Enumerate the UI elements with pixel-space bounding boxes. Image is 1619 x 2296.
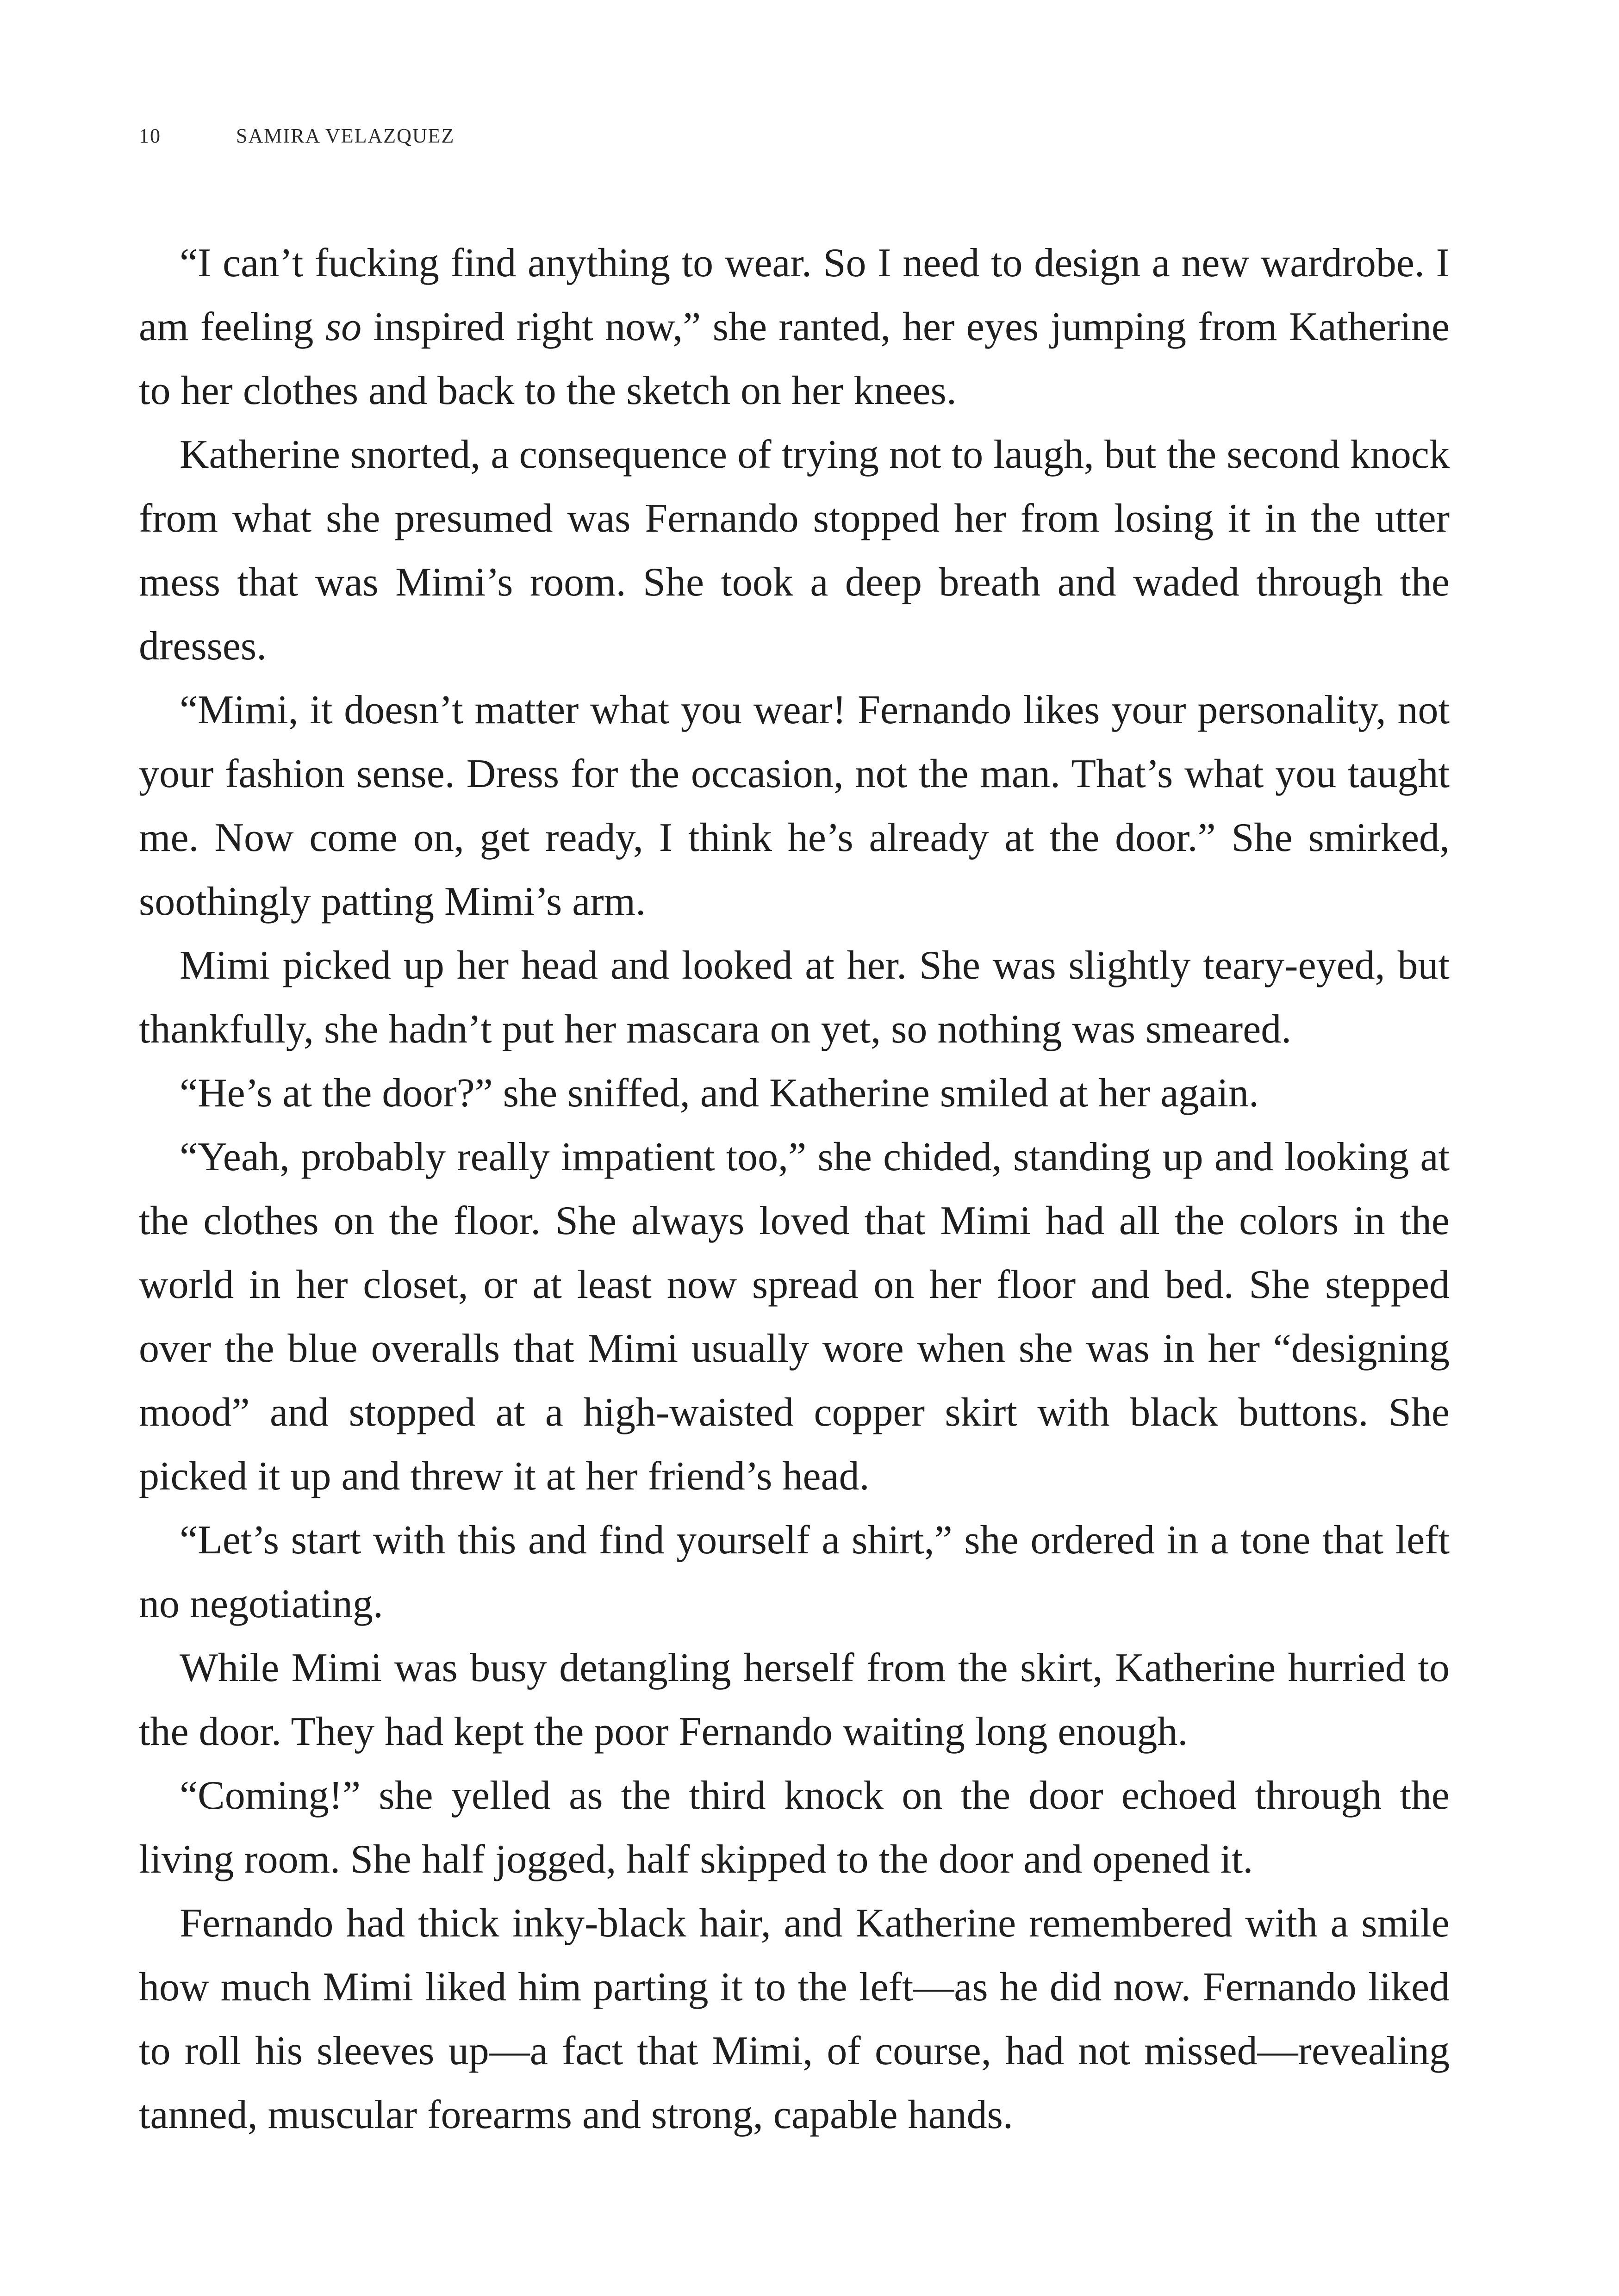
emphasized-word: so xyxy=(325,304,362,349)
paragraph: “Mimi, it doesn’t matter what you wear! Fernando likes your personality, not your fashion sense. Dress for the occasion, not the man. That’s what you taught me. Now come on, get ready, I think he’s already at the door.” She smirked, soothingly patting Mimi’s arm. xyxy=(139,688,1450,924)
paragraph: Mimi picked up her head and looked at her. She was slightly teary-eyed, but thankfully, she hadn’t put her mascara on yet, so nothing was smeared. xyxy=(139,943,1450,1052)
paragraph: While Mimi was busy detangling herself from the skirt, Katherine hurried to the door. They had kept the poor Fernando waiting long enough. xyxy=(139,1645,1450,1754)
page-number: 10 xyxy=(139,124,161,147)
paragraph xyxy=(139,231,1450,423)
paragraph: “Yeah, probably really impatient too,” she chided, standing up and looking at the clothes on the floor. She always loved that Mimi had all the colors in the world in her closet, or at least now spread on her floor and bed. She stepped over the blue overalls that Mimi usually wore when she was in her “designing mood” and stopped at a high-waisted copper skirt with black buttons. She picked it up and threw it at her friend’s head. xyxy=(139,1135,1450,1499)
paragraph: “He’s at the door?” she sniffed, and Katherine smiled at her again. xyxy=(180,1071,1259,1116)
author-name: SAMIRA VELAZQUEZ xyxy=(236,124,455,147)
paragraph-text: inspired right now,” she ranted, her eyes jumping from Katherine to her clothes and back to the sketch on her knees. xyxy=(139,304,1450,413)
paragraph-text: “I can’t fucking find anything to wear. So I need to design a new wardrobe. I am feeling xyxy=(139,241,1450,349)
paragraph: “Let’s start with this and find yourself a shirt,” she ordered in a tone that left no negotiating. xyxy=(139,1518,1450,1626)
paragraph: Fernando had thick inky-black hair, and Katherine remembered with a smile how much Mimi liked him parting it to the left—as he did now. Fernando liked to roll his sleeves up—a fact that Mimi, of course, had not missed—revealing tanned, muscular forearms and strong, capable hands. xyxy=(139,1901,1450,2137)
running-head xyxy=(139,124,455,148)
paragraph: “Coming!” she yelled as the third knock on the door echoed through the living room. She half jogged, half skipped to the door and opened it. xyxy=(139,1773,1450,1882)
body-text xyxy=(139,231,1450,2147)
paragraph: Katherine snorted, a consequence of trying not to laugh, but the second knock from what she presumed was Fernando stopped her from losing it in the utter mess that was Mimi’s room. She took a deep breath and waded through the dresses. xyxy=(139,432,1450,669)
